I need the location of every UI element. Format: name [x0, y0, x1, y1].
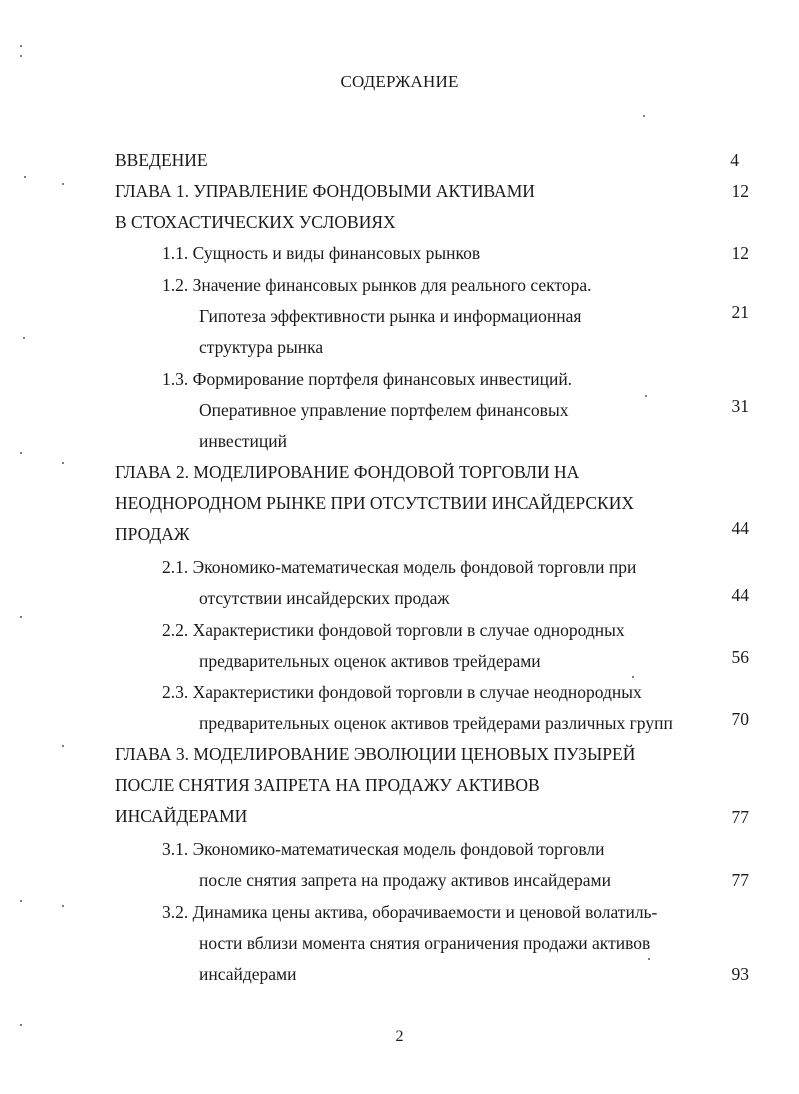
scan-speck — [20, 55, 22, 57]
toc-chapter-3-line-2: ПОСЛЕ СНЯТИЯ ЗАПРЕТА НА ПРОДАЖУ АКТИВОВ — [115, 775, 540, 795]
scan-speck — [645, 395, 647, 397]
toc-chapter-3-line-3: ИНСАЙДЕРАМИ — [115, 806, 248, 826]
toc-section-3-2-line-2: ности вблизи момента снятия ограничения продажи активов — [199, 933, 651, 953]
scan-speck — [62, 462, 64, 464]
toc-section-1-3-line-3: инвестиций — [199, 431, 287, 451]
toc-page-section-1-1: 12 — [731, 243, 749, 263]
toc-section-2-2-line-2: предварительных оценок активов трейдерами — [199, 651, 541, 671]
toc-section-3-1-line-1: 3.1. Экономико-математическая модель фондовой торговли — [162, 839, 605, 859]
toc-page-chapter-3: 77 — [731, 807, 749, 827]
toc-section-1-1: 1.1. Сущность и виды финансовых рынков — [162, 243, 481, 263]
scan-speck — [648, 958, 650, 960]
scan-speck — [20, 900, 22, 902]
toc-page-chapter-2: 44 — [731, 518, 749, 538]
toc-page-section-2-3: 70 — [731, 709, 749, 729]
scan-speck — [20, 45, 22, 47]
toc-section-1-2-line-2: Гипотеза эффективности рынка и информационная — [199, 306, 582, 326]
toc-section-3-2-line-1: 3.2. Динамика цены актива, оборачиваемости и ценовой волатиль- — [162, 902, 658, 922]
scan-speck — [62, 183, 64, 185]
toc-section-2-3-line-1: 2.3. Характеристики фондовой торговли в случае неоднородных — [162, 682, 642, 702]
toc-section-1-3-line-2: Оперативное управление портфелем финансовых — [199, 400, 569, 420]
scan-speck — [20, 452, 22, 454]
toc-page-section-2-2: 56 — [731, 647, 749, 667]
toc-section-2-3-line-2: предварительных оценок активов трейдерами различных групп — [199, 713, 673, 733]
toc-section-3-2-line-3: инсайдерами — [199, 964, 297, 984]
toc-page-intro: 4 — [730, 150, 739, 170]
scan-speck — [20, 1024, 22, 1026]
toc-chapter-1-line-2: В СТОХАСТИЧЕСКИХ УСЛОВИЯХ — [115, 212, 396, 232]
toc-chapter-2-line-3: ПРОДАЖ — [115, 524, 190, 544]
toc-section-1-3-line-1: 1.3. Формирование портфеля финансовых инвестиций. — [162, 369, 573, 389]
toc-chapter-3-line-1: ГЛАВА 3. МОДЕЛИРОВАНИЕ ЭВОЛЮЦИИ ЦЕНОВЫХ ПУЗЫРЕЙ — [115, 744, 636, 764]
toc-section-1-2-line-1: 1.2. Значение финансовых рынков для реального сектора. — [162, 275, 592, 295]
toc-section-1-2-line-3: структура рынка — [199, 337, 324, 357]
scan-speck — [62, 745, 64, 747]
scan-speck — [23, 337, 25, 339]
page-title: СОДЕРЖАНИЕ — [340, 72, 459, 91]
scan-speck — [20, 616, 22, 618]
scan-speck — [24, 176, 26, 178]
toc-page-section-1-3: 31 — [731, 396, 749, 416]
toc-page-chapter-1: 12 — [731, 181, 749, 201]
toc-page-section-1-2: 21 — [731, 302, 749, 322]
scan-speck — [643, 115, 645, 117]
page-number: 2 — [395, 1028, 404, 1045]
toc-section-2-2-line-1: 2.2. Характеристики фондовой торговли в случае однородных — [162, 620, 625, 640]
toc-page-section-3-2: 93 — [731, 964, 749, 984]
toc-chapter-2-line-2: НЕОДНОРОДНОМ РЫНКЕ ПРИ ОТСУТСТВИИ ИНСАЙДЕРСКИХ — [115, 493, 635, 513]
toc-page-section-3-1: 77 — [731, 870, 749, 890]
toc-section-2-1-line-1: 2.1. Экономико-математическая модель фондовой торговли при — [162, 557, 637, 577]
toc-section-2-1-line-2: отсутствии инсайдерских продаж — [199, 588, 450, 608]
scan-speck — [632, 676, 634, 678]
toc-page-section-2-1: 44 — [731, 585, 749, 605]
toc-entry-intro: ВВЕДЕНИЕ — [115, 150, 208, 170]
scan-speck — [62, 905, 64, 907]
toc-section-3-1-line-2: после снятия запрета на продажу активов инсайдерами — [199, 870, 611, 890]
toc-chapter-1-line-1: ГЛАВА 1. УПРАВЛЕНИЕ ФОНДОВЫМИ АКТИВАМИ — [115, 181, 535, 201]
toc-chapter-2-line-1: ГЛАВА 2. МОДЕЛИРОВАНИЕ ФОНДОВОЙ ТОРГОВЛИ НА — [115, 462, 580, 482]
